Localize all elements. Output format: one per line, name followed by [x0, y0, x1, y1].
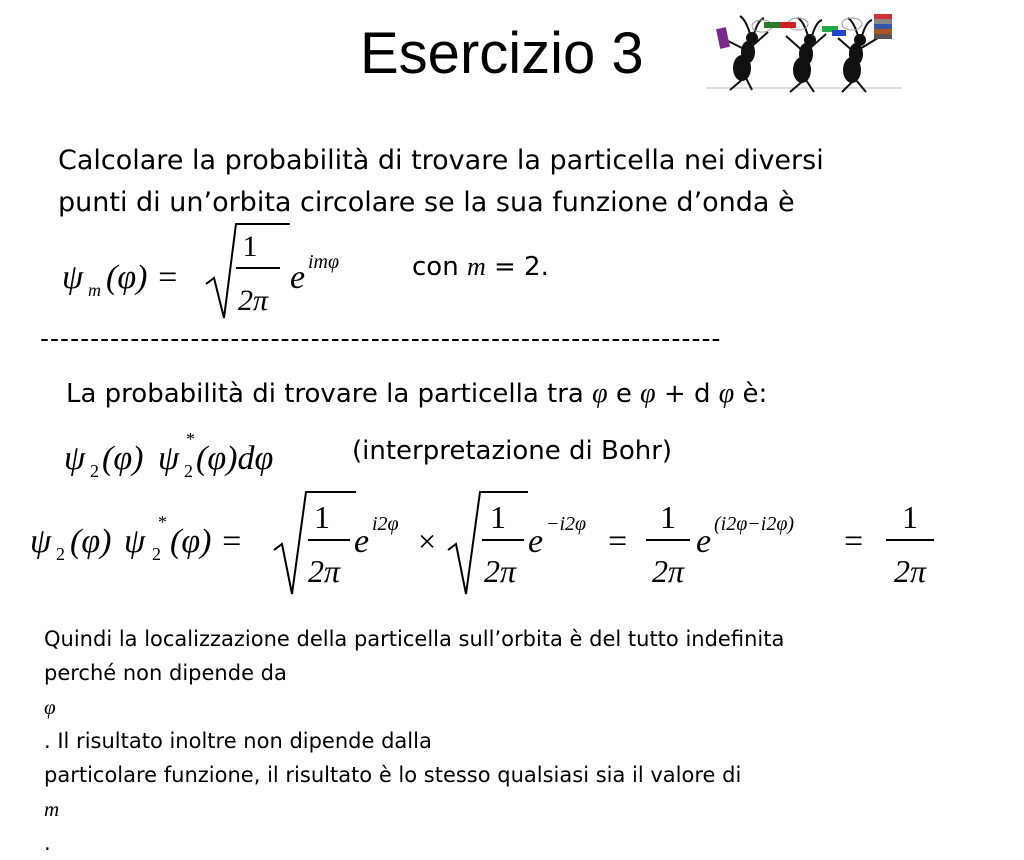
numerator-3: 1 — [660, 499, 676, 535]
conclusion-line-3 — [44, 758, 784, 860]
conjugate-star: * — [186, 429, 195, 449]
lhs-argument-1: (φ) — [70, 523, 112, 560]
conclusion-line-3-b: . — [44, 831, 51, 855]
slide-title: Esercizio 3 — [360, 21, 644, 86]
conclusion-line-1: Quindi la localizzazione della particella sull’orbita è del tutto indefinita — [44, 627, 785, 651]
lhs-argument: (φ) = — [106, 259, 179, 296]
equals-sign-1: = — [608, 523, 628, 560]
conclusion-line-3-a: particolare funzione, il risultato è lo stesso qualsiasi sia il valore di — [44, 763, 742, 787]
phi-symbol: φ — [718, 378, 735, 409]
numerator-4: 1 — [902, 499, 918, 535]
condition-variable: m — [466, 252, 486, 281]
psi-symbol: ψ — [62, 259, 84, 296]
denominator-3: 2π — [651, 553, 685, 589]
prob-text-c: + d — [655, 379, 719, 409]
fraction-numerator: 1 — [242, 230, 258, 263]
exp-base-1: e — [354, 523, 370, 560]
conclusion-line-2 — [44, 656, 784, 758]
denominator-1: 2π — [307, 553, 341, 589]
psi-conjugate-symbol: ψ — [158, 440, 180, 477]
psi-conjugate-subscript: 2 — [184, 461, 193, 481]
psi-symbol: ψ — [30, 523, 52, 560]
psi-subscript: m — [88, 280, 101, 300]
condition-prefix: con — [412, 252, 467, 282]
phi-symbol: φ — [44, 695, 56, 719]
psi-conjugate-subscript: 2 — [152, 544, 161, 564]
prob-text-d: è: — [734, 379, 768, 409]
probability-density-expression — [62, 425, 322, 485]
exp-base-3: e — [696, 523, 712, 560]
exp-base: e — [290, 259, 306, 296]
psi-symbol: ψ — [64, 440, 86, 477]
conclusion-line-2-b: . Il risultato inoltre non dipende dalla — [44, 729, 432, 753]
dancing-ants-with-books-icon — [706, 4, 902, 96]
phi-symbol: φ — [640, 378, 656, 409]
psi-subscript: 2 — [90, 461, 99, 481]
equals-sign-2: = — [844, 523, 864, 560]
exp-exponent-2: −i2φ — [546, 513, 587, 535]
fraction-denominator: 2π — [237, 284, 269, 317]
intro-line-1: Calcolare la probabilità di trovare la particella nei diversi — [58, 145, 824, 176]
exp-base-2: e — [528, 523, 544, 560]
dashed-separator: -------------------------------------------------------------------- — [40, 324, 722, 353]
numerator-2: 1 — [490, 499, 506, 535]
psi-conjugate-symbol: ψ — [124, 523, 146, 560]
exp-exponent-1: i2φ — [372, 513, 399, 535]
m-variable: m — [44, 797, 60, 821]
denominator-4: 2π — [893, 553, 927, 589]
phi-symbol: φ — [592, 378, 608, 409]
probability-calculation — [28, 488, 948, 598]
condition-text — [412, 252, 549, 282]
conjugate-star: * — [158, 512, 167, 532]
argument-1: (φ) — [102, 440, 144, 477]
intro-line-2: punti di un’orbita circolare se la sua funzione d’onda è — [58, 187, 795, 218]
times-sign: × — [418, 523, 437, 559]
numerator-1: 1 — [314, 499, 330, 535]
condition-suffix: = 2. — [485, 252, 549, 282]
prob-text-a: La probabilità di trovare la particella tra — [66, 379, 593, 409]
conclusion-text — [44, 622, 784, 860]
prob-text-b: e — [607, 379, 641, 409]
probability-statement — [66, 378, 767, 410]
argument-2: (φ)dφ — [196, 440, 274, 477]
intro-text — [58, 140, 824, 224]
denominator-2: 2π — [483, 553, 517, 589]
exp-exponent-3: (i2φ−i2φ) — [714, 513, 795, 535]
bohr-note: (interpretazione di Bohr) — [352, 436, 673, 466]
exp-exponent: imφ — [308, 251, 340, 273]
wavefunction-equation — [58, 222, 358, 322]
conclusion-line-2-a: perché non dipende da — [44, 661, 287, 685]
lhs-argument-2: (φ) = — [170, 523, 243, 560]
psi-subscript: 2 — [56, 544, 65, 564]
